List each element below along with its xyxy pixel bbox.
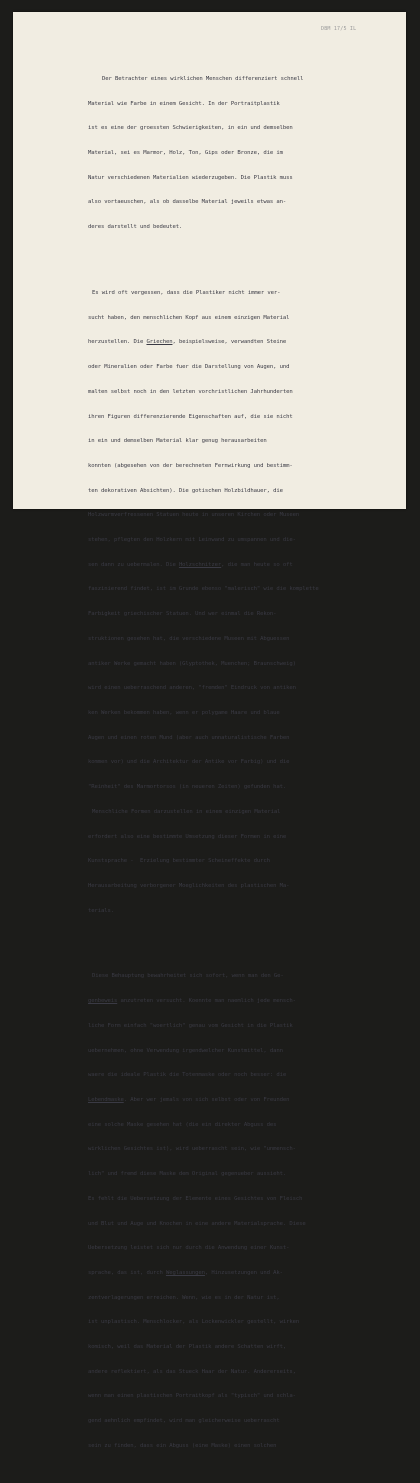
archive-mark: DBM 17/5 IL [321,26,357,32]
underlined-term: Weglassungen [165,1269,205,1276]
text-line: also vortaeuschen, als ob dasselbe Material jeweils etwas an- [88,199,287,206]
text-line: deres darstellt und bedeutet. [88,224,183,231]
text-line: Kunstsprache - Erzielung bestimmter Scheineffekte durch [88,858,270,865]
text-line: Natur verschiedenen Materialien wiederzugeben. Die Plastik muss [88,174,293,181]
text-line: erfordert also eine bestimmte Umsetzung dieser Formen in eine [88,833,287,840]
text-line: oder Mineralien oder Farbe fuer die Darstellung von Augen, und [88,364,290,371]
text-line: und Blut und Auge und Knochen in eine andere Materialsprache. Diese [88,1220,306,1227]
text-line: sen dann zu uebermalen. Die Holzschnitzer, die man heute so oft [88,561,293,568]
text-line: Herausarbeitung verborgener Moeglichkeiten des plastischen Ma- [88,882,290,889]
text-line: komisch, weil das Material der Plastik andere Schatten wirft, [88,1344,287,1351]
text-line: lich" und fremd diese Maske dem Original gegenueber aussieht. [88,1171,287,1178]
paragraph [88,956,404,1467]
text-line: wenn man einen plastischen Portraitkopf als "typisch" und schla- [88,1393,296,1400]
text-line: wirklichen Gesichtes ist), wird ueberrascht sein, wie "unmensch- [88,1146,296,1153]
text-line: ist unplastisch. Menschlocker, als Lockenwickler gestellt, wirken [88,1319,300,1326]
paragraph [88,273,404,932]
text-line: ist es eine der groessten Schwierigkeiten, in ein und demselben [88,125,293,132]
underlined-term: genbeweis [88,998,118,1005]
text-line: antiker Werke gemacht haben (Glyptothek, Muenchen; Braunschweig) [88,660,296,667]
text-line: waere die ideale Plastik die Totenmaske oder noch besser: die [88,1072,287,1079]
text-line: wird einen ueberraschend anderen, "fremden" Eindruck von antiken [88,685,296,692]
text-line: faszinierend findet, ist im Grunde ebenso "malerisch" wie die komplette [88,586,319,593]
text-line: Lebendmaske. Aber wer jemals von sich selbst oder von Freunden [88,1097,290,1103]
text-line: Uebersetzung leistet sich nur durch die Anwendung einer Kunst- [88,1245,290,1252]
text-line: Holzwurmverfressenen Statuen heute in unseren Kirchen oder Museen [88,512,300,519]
underlined-term: Lebendmaske [88,1097,124,1103]
text-line: gend aehnlich empfindet, wird man gleicherweise ueberrascht [88,1418,280,1425]
text-line: Menschliche Formen darzustellen in einem einzigen Material [92,808,281,815]
text-line: andere reflektiert, als das Stueck Haar der Natur. Andererseits, [88,1368,296,1375]
text-line: ken Werken bekommen haben, wenn er polygame Haare und blaue [88,709,280,716]
text-line: Diese Behauptung bewahrheitet sich sofort, wenn man den Ge- [92,973,284,980]
text-line: Der Betrachter eines wirklichen Menschen differenziert schnell [102,75,304,82]
text-line: stehen, pflegten den Holzkern mit Leinwand zu umspannen und die- [88,537,296,544]
text-line: sein zu finden, dass ein Abguss (eine Maske) einen solchen [88,1442,277,1449]
text-line: Material, sei es Marmor, Holz, Ton, Gips oder Bronze, die im [88,150,283,157]
text-line: sucht haben, den menschlichen Kopf aus einem einzigen Material [88,314,290,321]
text-line: zentverlagerungen erreichen. Wenn, wie es in der Natur ist, [88,1294,280,1301]
text-line: konnten (abgesehen von der berechneten Fernwirkung und bestimm- [88,462,293,469]
text-line: Augen und einen roten Mund (aber auch unnaturalistische Farben [88,734,290,741]
text-line: terials. [88,907,114,914]
typescript-page [13,12,406,1449]
paragraph [88,58,404,247]
text-line: eine solche Maske gesehen hat (die ein direkter Abguss des [88,1121,277,1128]
text-line: malten selbst noch in den letzten vorchristlichen Jahrhunderten [88,388,293,395]
text-line: kommen vor) und die Architektur der Antike vor Farbig) und die [88,759,290,766]
text-line: genbeweis anzutreten versucht. Koennte man naemlich jede mensch- [88,998,296,1005]
text-line: uebernehmen, ohne Verwendung irgendwelcher Kunstmittel, dann [88,1047,283,1054]
text-line: "Reinheit" des Marmortorsos (in neueren Zeiten) gefunden hat. [88,784,287,791]
text-line: Es wird oft vergessen, dass die Plastiker nicht immer ver- [92,290,281,297]
text-line: liche Form einfach "woertlich" genau vom Gesicht in die Plastik [88,1022,293,1029]
text-line: herzustellen. Die Griechen, beispielsweise, verwandten Steine [88,339,287,346]
underlined-term: Griechen [146,339,173,346]
text-line: sprache, das ist, durch Weglassungen, Hinzusetzungen und Ak- [88,1269,283,1276]
text-line: Es fehlt die Uebersetzung der Elemente eines Gesichtes von Fleisch [88,1195,303,1202]
underlined-term: Holzschnitzer [178,561,222,568]
text-line: in ein und demselben Material klar genug herausarbeiten [88,438,267,445]
text-line: Farbigkeit griechischer Statuen. Und wer einmal die Rekon- [88,611,277,618]
text-line: ten dekorativen Absichten). Die gotischen Holzbildhauer, die [88,487,283,494]
typescript-body [88,42,404,1483]
text-line: Material wie Farbe in einem Gesicht. In der Portraitplastik [88,100,280,107]
text-line: struktionen gesehen hat, die verschiedene Museen mit Abguessen [88,635,290,642]
text-line: ihren Figuren differenzierende Eigenschaften auf, die sie nicht [88,413,293,420]
